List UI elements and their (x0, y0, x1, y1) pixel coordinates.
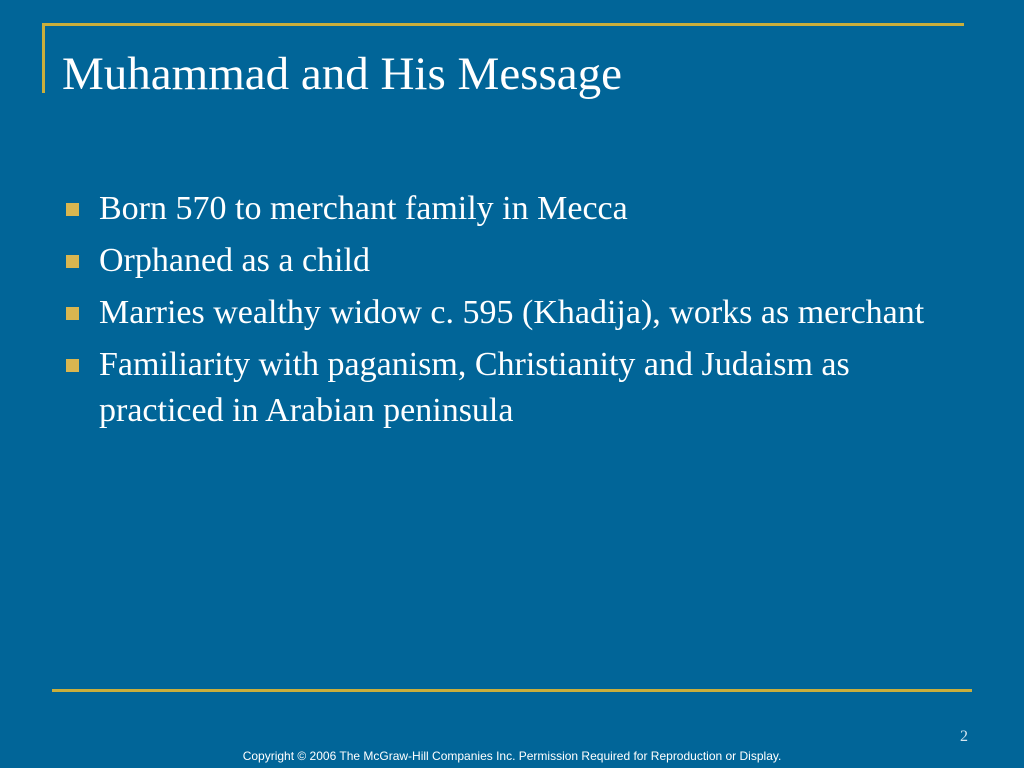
bullet-item (62, 290, 942, 336)
bullet-text: Born 570 to merchant family in Mecca (99, 190, 628, 227)
square-bullet-icon (66, 255, 79, 268)
bullet-item (62, 342, 942, 434)
square-bullet-icon (66, 203, 79, 216)
footer-rule (52, 689, 972, 692)
bullet-text: Familiarity with paganism, Christianity and Judaism as practiced in Arabian peninsula (99, 346, 850, 429)
square-bullet-icon (66, 307, 79, 320)
title-frame-top-rule (42, 23, 964, 26)
square-bullet-icon (66, 359, 79, 372)
bullet-item (62, 238, 942, 284)
bullet-text: Marries wealthy widow c. 595 (Khadija), works as merchant (99, 294, 925, 331)
bullet-item (62, 186, 942, 232)
title-frame-left-rule (42, 23, 45, 93)
slide-title: Muhammad and His Message (62, 48, 622, 100)
page-number: 2 (960, 728, 968, 745)
bullet-list (62, 186, 942, 440)
bullet-text: Orphaned as a child (99, 242, 370, 279)
copyright-notice: Copyright © 2006 The McGraw-Hill Companies Inc. Permission Required for Reproduction or Display. (242, 749, 782, 763)
